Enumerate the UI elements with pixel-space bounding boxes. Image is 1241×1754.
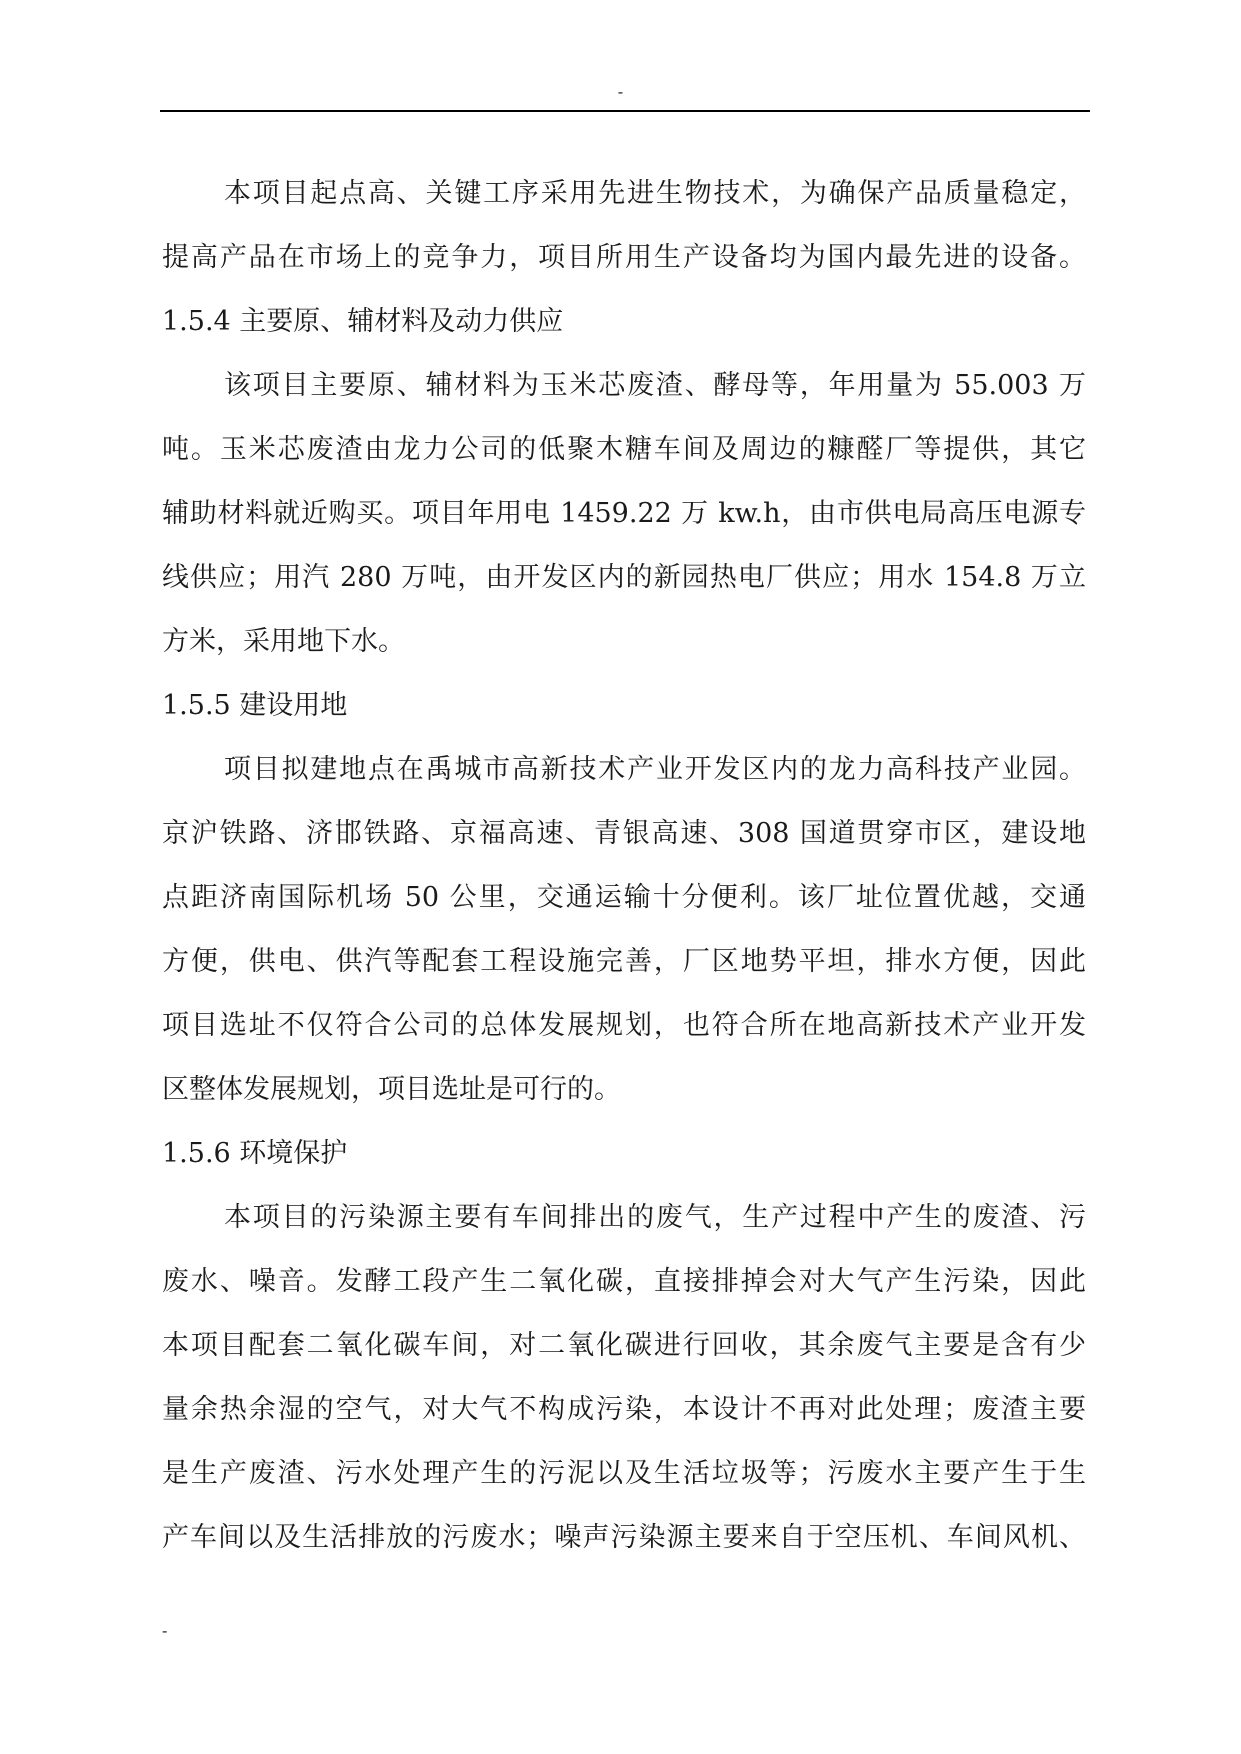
paragraph-line: 量余热余湿的空气，对大气不构成污染，本设计不再对此处理；废渣主要 — [162, 1394, 1086, 1425]
header-mark: - — [617, 82, 624, 101]
paragraph-line: 是生产废渣、污水处理产生的污泥以及生活垃圾等；污废水主要产生于生 — [162, 1458, 1086, 1489]
paragraph-line: 点距济南国际机场 50 公里，交通运输十分便利。该厂址位置优越，交通 — [162, 882, 1086, 913]
paragraph-line: 项目拟建地点在禹城市高新技术产业开发区内的龙力高科技产业园。 — [224, 754, 1086, 785]
paragraph-line: 本项目配套二氧化碳车间，对二氧化碳进行回收，其余废气主要是含有少 — [162, 1330, 1086, 1361]
paragraph-line: 辅助材料就近购买。项目年用电 1459.22 万 kw.h，由市供电局高压电源专 — [162, 498, 1086, 529]
paragraph-line: 线供应；用汽 280 万吨，由开发区内的新园热电厂供应；用水 154.8 万立 — [162, 562, 1086, 593]
paragraph-line: 项目选址不仅符合公司的总体发展规划，也符合所在地高新技术产业开发 — [162, 1010, 1086, 1041]
paragraph-line: 京沪铁路、济邯铁路、京福高速、青银高速、308 国道贯穿市区，建设地 — [162, 818, 1086, 849]
section-heading: 1.5.5 建设用地 — [162, 690, 348, 721]
header-rule — [160, 110, 1090, 112]
paragraph-line: 本项目起点高、关键工序采用先进生物技术，为确保产品质量稳定， — [224, 178, 1086, 209]
paragraph-line: 方便，供电、供汽等配套工程设施完善，厂区地势平坦，排水方便，因此 — [162, 946, 1086, 977]
paragraph-line: 废水、噪音。发酵工段产生二氧化碳，直接排掉会对大气产生污染，因此 — [162, 1266, 1086, 1297]
paragraph-line: 方米，采用地下水。 — [162, 626, 405, 657]
section-heading: 1.5.6 环境保护 — [162, 1138, 348, 1169]
footer-mark: - — [162, 1621, 168, 1640]
paragraph-line: 区整体发展规划，项目选址是可行的。 — [162, 1074, 621, 1105]
paragraph-line: 吨。玉米芯废渣由龙力公司的低聚木糖车间及周边的糠醛厂等提供，其它 — [162, 434, 1086, 465]
paragraph-line: 提高产品在市场上的竞争力，项目所用生产设备均为国内最先进的设备。 — [162, 242, 1086, 273]
section-heading: 1.5.4 主要原、辅材料及动力供应 — [162, 306, 564, 337]
paragraph-line: 本项目的污染源主要有车间排出的废气，生产过程中产生的废渣、污 — [224, 1202, 1086, 1233]
paragraph-line: 产车间以及生活排放的污废水；噪声污染源主要来自于空压机、车间风机、 — [162, 1522, 1086, 1553]
paragraph-line: 该项目主要原、辅材料为玉米芯废渣、酵母等，年用量为 55.003 万 — [224, 370, 1086, 401]
document-body — [162, 162, 1086, 1570]
